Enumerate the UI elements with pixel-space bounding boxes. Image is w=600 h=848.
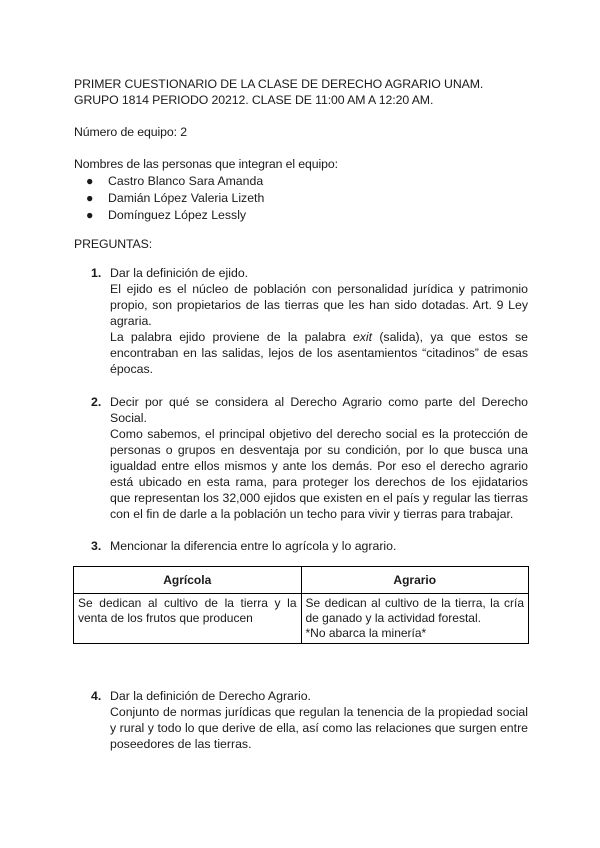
comparison-table xyxy=(73,566,529,644)
answer-paragraph: Como sabemos, el principal objetivo del derecho social es la protección de personas o grupos en desventaja por su condición, por lo que busca una igualdad entre ellos mismos y ante los demás. Por eso el derecho agrario está ubicado en esta rama, para proteger los derechos de los ejidatarios que representan los 32,000 ejidos que existen en el país y regular las tierras con el fin de darle a la población un techo para vivir y tierras para trabajar. xyxy=(110,427,528,521)
header-title-line-2: GRUPO 1814 PERIODO 20212. CLASE DE 11:00 AM A 12:20 AM. xyxy=(74,93,434,107)
member-name: Damián López Valeria Lizeth xyxy=(108,191,265,205)
team-number: Número de equipo: 2 xyxy=(74,125,187,139)
table-cell-agrario: Se dedican al cultivo de la tierra, la cría de ganado y la actividad forestal. *No abarca la minería* xyxy=(301,594,529,644)
question-title: Dar la definición de Derecho Agrario. xyxy=(110,689,311,703)
table-cell-agricola: Se dedican al cultivo de la tierra y la venta de los frutos que producen xyxy=(74,594,302,644)
question-title: Decir por qué se considera al Derecho Agrario como parte del Derecho Social. xyxy=(110,395,528,425)
question-number: 1. xyxy=(91,266,102,280)
header-title-line-1: PRIMER CUESTIONARIO DE LA CLASE DE DERECHO AGRARIO UNAM. xyxy=(74,77,484,91)
answer-paragraph: El ejido es el núcleo de población con personalidad jurídica y patrimonio propio, son propietarios de las tierras que les han sido dotadas. Art. 9 Ley agraria. xyxy=(110,282,528,328)
member-name: Domínguez López Lessly xyxy=(108,208,247,222)
table-header-agricola: Agrícola xyxy=(74,567,302,594)
list-item xyxy=(86,173,263,189)
question-number: 2. xyxy=(91,395,102,409)
question-number: 4. xyxy=(91,689,102,703)
question-title: Mencionar la diferencia entre lo agrícola y lo agrario. xyxy=(110,539,397,553)
question-2 xyxy=(110,394,528,522)
bullet-icon: ● xyxy=(86,174,94,188)
question-1 xyxy=(110,265,528,377)
questions-heading: PREGUNTAS: xyxy=(74,237,153,251)
question-4 xyxy=(110,688,528,752)
question-3 xyxy=(110,538,528,554)
answer-paragraph: Conjunto de normas jurídicas que regulan la tenencia de la propiedad social y rural y todo lo que derive de ella, así como las relaciones que surgen entre poseedores de las tierras. xyxy=(110,705,528,751)
member-name: Castro Blanco Sara Amanda xyxy=(108,174,264,188)
table-header-row xyxy=(74,567,529,594)
table-header-agrario: Agrario xyxy=(301,567,529,594)
answer-paragraph: La palabra ejido proviene de la palabra exit (salida), ya que estos se encontraban en las salidas, lejos de los asentamientos “citadinos” de esas épocas. xyxy=(110,330,528,376)
list-item xyxy=(86,190,264,206)
list-item xyxy=(86,207,246,223)
table-row xyxy=(74,594,529,644)
question-number: 3. xyxy=(91,539,102,553)
bullet-icon: ● xyxy=(86,208,94,222)
question-title: Dar la definición de ejido. xyxy=(110,266,249,280)
bullet-icon: ● xyxy=(86,191,94,205)
members-heading: Nombres de las personas que integran el equipo: xyxy=(74,157,338,171)
